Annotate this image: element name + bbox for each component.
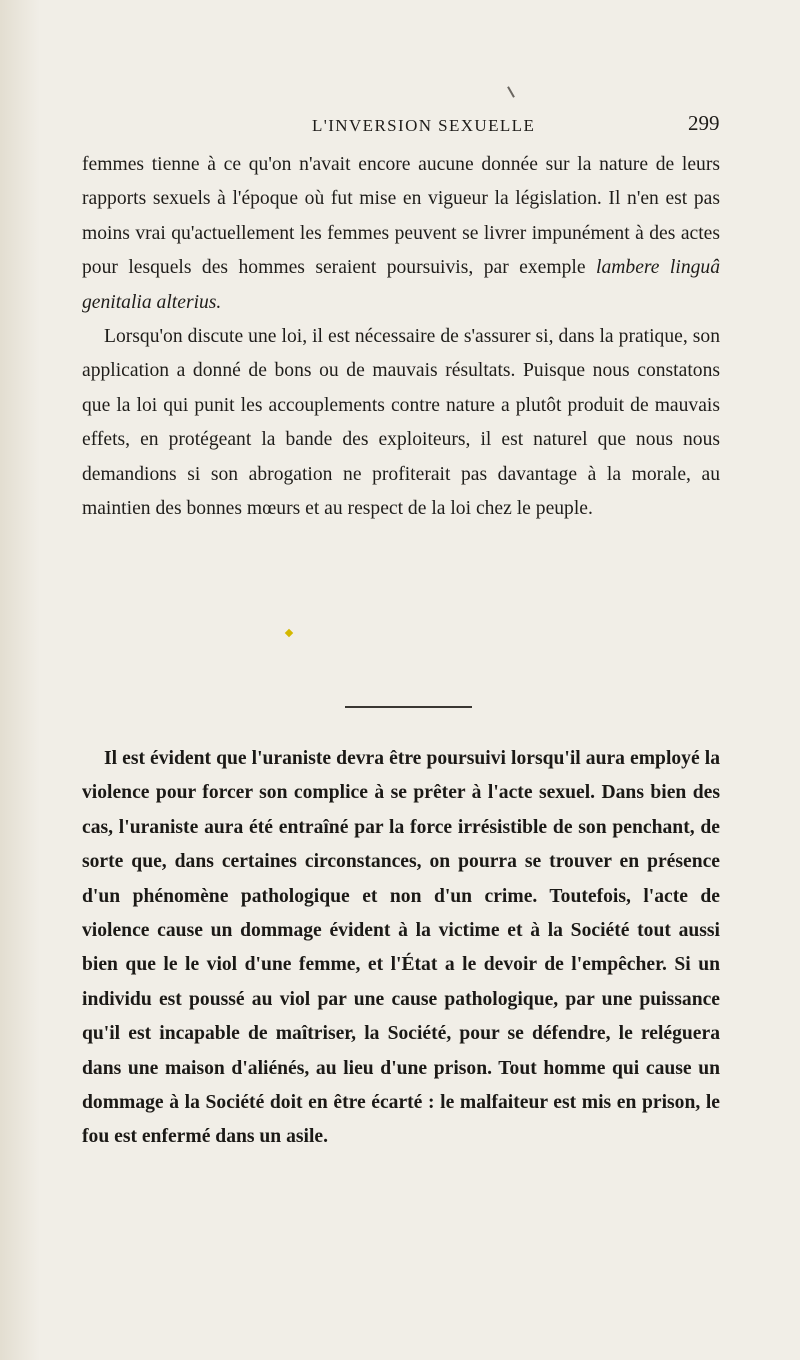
paragraph-3: Il est évident que l'uraniste devra être poursuivi lorsqu'il aura employé la violence pour forcer son complice à se prêter à l'acte sexuel. Dans bien des cas, l'uraniste aura été entraîné par la force irrésistible de son penchant, de sorte que, dans certaines circonstances, on pourra se trouver en présence d'un phénomène pathologique et non d'un crime. Toutefois, l'acte de violence cause un dommage évident à la victime et à la Société tout aussi bien que le le viol d'une femme, et l'État a le devoir de l'empêcher. Si un individu est poussé au viol par une cause pathologique, par une puissance qu'il est incapable de maîtriser, la Société, pour se défendre, le reléguera dans une maison d'aliénés, au lieu d'une prison. Tout homme qui cause un dommage à la Société doit en être écarté : le malfaiteur est mis en prison, le fou est enfermé dans un asile.	[82, 748, 720, 1148]
running-head-title: L'INVERSION SEXUELLE	[312, 116, 536, 135]
section-divider	[345, 706, 472, 708]
upper-text-block	[82, 148, 720, 526]
lower-text-block	[82, 742, 720, 1155]
paragraph-1	[82, 148, 720, 320]
yellow-speck	[285, 629, 293, 637]
paragraph-2: Lorsqu'on discute une loi, il est nécessaire de s'assurer si, dans la pratique, son application a donné de bons ou de mauvais résultats. Puisque nous constatons que la loi qui punit les accouplements contre nature a plutôt produit de mauvais effets, en protégeant la bande des exploiteurs, il est naturel que nous nous demandions si son abrogation ne profiterait pas davantage à la morale, au maintien des bonnes mœurs et au respect de la loi chez le peuple.	[82, 326, 720, 520]
ink-mark	[507, 86, 515, 97]
paragraph-1-latin-phrase: lambere linguâ genitalia alterius.	[82, 257, 721, 313]
page-number: 299	[688, 111, 720, 135]
running-head	[0, 111, 800, 146]
paragraph-1-text: femmes tienne à ce qu'on n'avait encore aucune donnée sur la nature de leurs rapports sexuels à l'époque où fut mise en vigueur la législation. Il n'en est pas moins vrai qu'actuellement les femmes peuvent se livrer impunément à des actes pour lesquels des hommes seraient poursuivis, par exemple	[82, 154, 720, 279]
